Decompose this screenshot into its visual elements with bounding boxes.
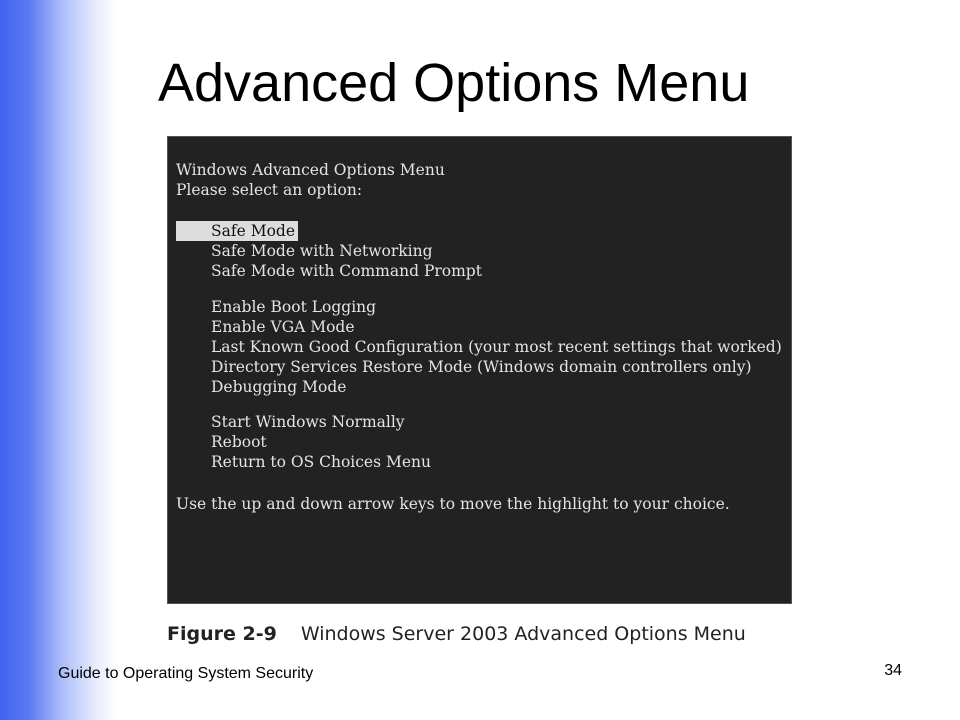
slide-footer-text: Guide to Operating System Security — [58, 665, 314, 682]
figure-caption-text: Windows Server 2003 Advanced Options Menu — [300, 623, 746, 645]
menu-option-last-known-good[interactable]: Last Known Good Configuration (your most recent settings that worked) — [211, 338, 782, 356]
menu-option-debugging[interactable]: Debugging Mode — [211, 378, 347, 396]
boot-menu-header: Windows Advanced Options Menu — [176, 161, 445, 179]
boot-menu-screenshot — [167, 136, 792, 604]
slide-page-number: 34 — [884, 662, 902, 679]
menu-option-safe-mode[interactable]: Safe Mode — [211, 222, 295, 240]
boot-menu-prompt: Please select an option: — [176, 181, 363, 199]
figure-caption — [167, 623, 746, 645]
figure-number: Figure 2-9 — [167, 623, 277, 645]
menu-option-vga-mode[interactable]: Enable VGA Mode — [211, 318, 355, 336]
slide-side-gradient-bar — [0, 0, 118, 720]
menu-option-ds-restore[interactable]: Directory Services Restore Mode (Windows domain controllers only) — [211, 358, 752, 376]
menu-option-safe-mode-command-prompt[interactable]: Safe Mode with Command Prompt — [211, 262, 482, 280]
boot-menu-instructions: Use the up and down arrow keys to move the highlight to your choice. — [176, 495, 730, 513]
menu-option-safe-mode-networking[interactable]: Safe Mode with Networking — [211, 242, 433, 260]
menu-option-reboot[interactable]: Reboot — [211, 433, 267, 451]
menu-option-start-normally[interactable]: Start Windows Normally — [211, 413, 405, 431]
menu-option-boot-logging[interactable]: Enable Boot Logging — [211, 298, 377, 316]
slide-title: Advanced Options Menu — [158, 53, 750, 113]
menu-option-return-os-choices[interactable]: Return to OS Choices Menu — [211, 453, 431, 471]
